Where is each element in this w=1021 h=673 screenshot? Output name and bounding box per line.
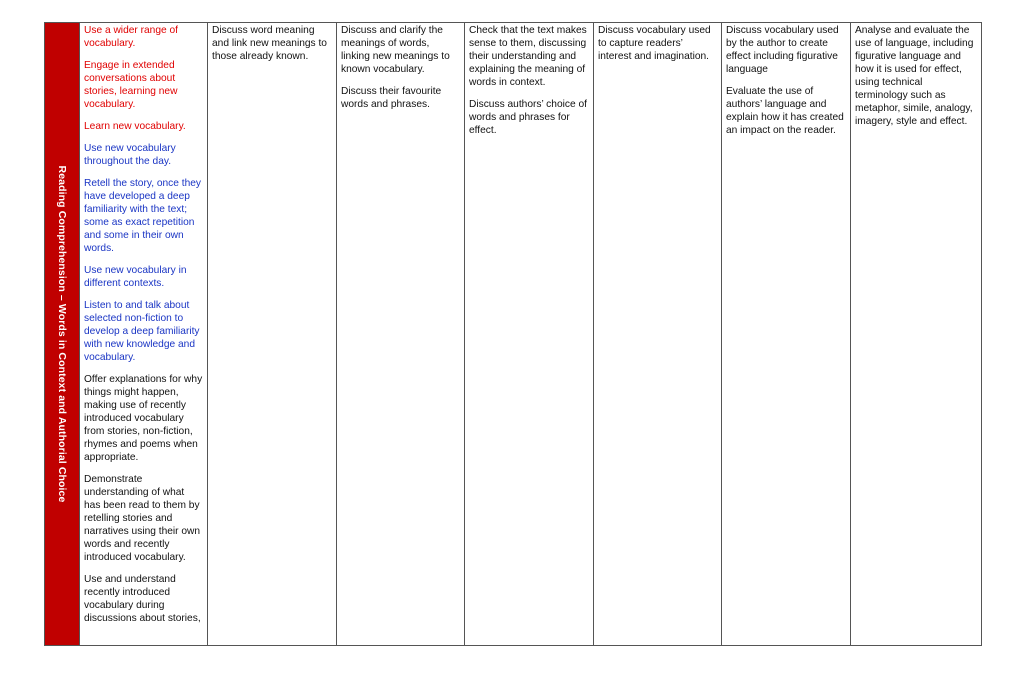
statement: Use a wider range of vocabulary. (84, 25, 179, 49)
statement: Learn new vocabulary. (84, 121, 186, 132)
statement: Discuss their favourite words and phrases. (341, 86, 442, 110)
row-heading: Reading Comprehension – Words in Context and Authorial Choice (56, 165, 68, 503)
statement: Discuss authors’ choice of words and phrases for effect. (469, 99, 587, 136)
statement: Check that the text makes sense to them, discussing their understanding and explaining the meaning of words in context. (469, 25, 587, 88)
statement: Discuss and clarify the meanings of words, linking new meanings to known vocabulary. (341, 25, 450, 75)
statement: Analyse and evaluate the use of language, including figurative language and how it is used for effect, using technical terminology such as metaphor, simile, analogy, imagery, style and effect. (855, 25, 974, 127)
statement: Demonstrate understanding of what has been read to them by retelling stories and narratives using their own words and recently introduced vocabulary. (84, 474, 201, 563)
row-heading-cell (45, 23, 80, 645)
statement: Use new vocabulary in different contexts. (84, 265, 187, 289)
statement: Retell the story, once they have developed a deep familiarity with the text; some as exact repetition and some in their own words. (84, 178, 202, 254)
statement: Discuss word meaning and link new meanings to those already known. (212, 25, 327, 62)
year-5-cell (722, 23, 851, 645)
statement: Use new vocabulary throughout the day. (84, 143, 176, 167)
year-6-cell (851, 23, 981, 645)
statement: Use and understand recently introduced vocabulary during discussions about stories, (84, 574, 201, 624)
curriculum-table (44, 22, 982, 646)
early-years-cell (80, 23, 208, 645)
year-2-cell (337, 23, 465, 645)
statement: Discuss vocabulary used by the author to create effect including figurative language (726, 25, 839, 75)
statement: Engage in extended conversations about stories, learning new vocabulary. (84, 60, 178, 110)
year-1-cell (208, 23, 337, 645)
statement: Listen to and talk about selected non-fiction to develop a deep familiarity with new knowledge and vocabulary. (84, 300, 200, 363)
year-3-cell (465, 23, 594, 645)
year-4-cell (594, 23, 722, 645)
statement: Evaluate the use of authors’ language and explain how it has created an impact on the reader. (726, 86, 844, 136)
statement: Offer explanations for why things might happen, making use of recently introduced vocabulary from stories, non-fiction, rhymes and poems when appropriate. (84, 374, 203, 463)
statement: Discuss vocabulary used to capture readers’ interest and imagination. (598, 25, 711, 62)
